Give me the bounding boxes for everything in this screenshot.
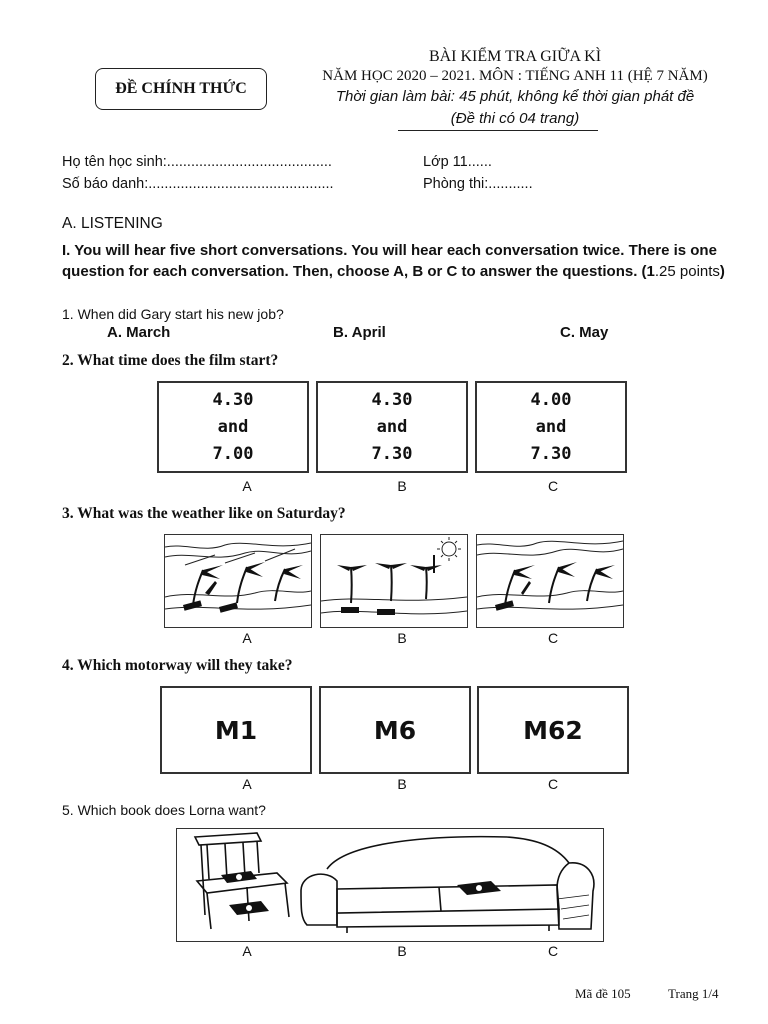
question-5: 5. Which book does Lorna want?: [62, 802, 266, 818]
q2-box-c: 4.00 and 7.30: [475, 381, 627, 473]
exam-code: Mã đề 105: [575, 986, 631, 1001]
q4-box-a: M1: [160, 686, 312, 774]
q3-picture-b: [320, 534, 468, 628]
q3-picture-c: [476, 534, 624, 628]
official-stamp: ĐỀ CHÍNH THỨC: [95, 68, 267, 110]
q4-box-c: M62: [477, 686, 629, 774]
student-id-field: Số báo danh:..............................................: [62, 176, 334, 192]
q2-box-a: 4.30 and 7.00: [157, 381, 309, 473]
q2-box-b: 4.30 and 7.30: [316, 381, 468, 473]
q1-option-a: A. March: [107, 324, 171, 341]
chair-sofa-books-image: [177, 829, 603, 941]
page-number: Trang 1/4: [668, 986, 719, 1001]
q3-label-a: A: [242, 630, 252, 646]
exam-year-subject: NĂM HỌC 2020 – 2021. MÔN : TIẾNG ANH 11 (HỆ 7 NĂM): [322, 68, 708, 84]
class-field: Lớp 11......: [423, 154, 492, 170]
student-name-field: Họ tên học sinh:.........................................: [62, 154, 332, 170]
question-3: 3. What was the weather like on Saturday?: [62, 505, 346, 522]
question-2: 2. What time does the film start?: [62, 352, 279, 369]
q4-label-b: B: [397, 776, 407, 792]
q5-label-a: A: [242, 943, 252, 959]
room-field: Phòng thi:...........: [423, 176, 533, 192]
q5-label-c: C: [547, 943, 559, 959]
q1-option-c: C. May: [560, 324, 609, 341]
q4-box-b: M6: [319, 686, 471, 774]
q4-label-a: A: [242, 776, 252, 792]
question-1: 1. When did Gary start his new job?: [62, 306, 284, 322]
q3-picture-a: [164, 534, 312, 628]
q2-label-c: C: [547, 478, 559, 494]
instructions: I. You will hear five short conversations. You will hear each conversation twice. There is one question for each conversation. Then, choose A, B or C to answer the questions. (1.25 points): [62, 242, 725, 280]
exam-pages: (Đề thi có 04 trang): [450, 110, 580, 127]
header-divider: [398, 130, 598, 131]
exam-time: Thời gian làm bài: 45 phút, không kể thời gian phát đề: [335, 88, 695, 105]
sunny-beach-image: [321, 535, 467, 627]
question-4: 4. Which motorway will they take?: [62, 657, 293, 674]
q1-option-b: B. April: [333, 324, 386, 341]
windy-beach-image: [477, 535, 623, 627]
section-title: A. LISTENING: [62, 215, 163, 232]
q5-label-b: B: [397, 943, 407, 959]
q3-label-c: C: [547, 630, 559, 646]
q4-label-c: C: [547, 776, 559, 792]
q3-label-b: B: [397, 630, 407, 646]
q2-label-b: B: [397, 478, 407, 494]
q5-picture: [176, 828, 604, 942]
stormy-beach-image: [165, 535, 311, 627]
q2-label-a: A: [242, 478, 252, 494]
exam-title: BÀI KIỂM TRA GIỮA KÌ: [428, 48, 602, 65]
